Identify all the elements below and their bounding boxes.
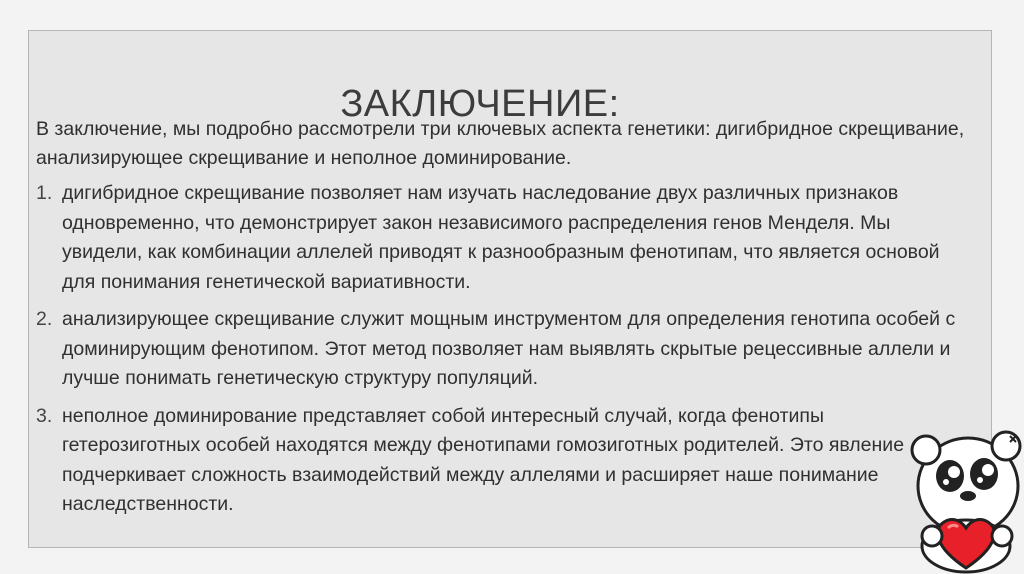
conclusion-list [36, 179, 966, 528]
list-item [36, 402, 966, 520]
list-number: 3. [36, 404, 53, 427]
list-item-text: дигибридное скрещивание позволяет нам изучать наследование двух различных признаков одновременно, что демонстрирует закон независимого распределения генов Менделя. Мы увидели, как комбинации аллелей приводят к разнообразным фенотипам, что является основой для понимания генетической вариативности. [62, 182, 940, 293]
intro-paragraph: В заключение, мы подробно рассмотрели три ключевых аспекта генетики: дигибридное скрещивание, анализирующее скрещивание и неполное доминирование. [36, 118, 965, 169]
list-item [36, 179, 966, 297]
slide-title: ЗАКЛЮЧЕНИЕ: [340, 83, 620, 125]
list-item [36, 305, 966, 394]
bear-with-heart-icon [906, 428, 1024, 574]
list-item-text: анализирующее скрещивание служит мощным инструментом для определения генотипа особей с доминирующим фенотипом. Этот метод позволяет нам выявлять скрытые рецессивные аллели и лучше понимать генетическую структуру популяций. [62, 308, 956, 389]
list-item-text: неполное доминирование представляет собой интересный случай, когда фенотипы гетерозиготных особей находятся между фенотипами гомозиготных родителей. Это явление подчеркивает сложность взаимодействий между аллелями и расширяет наше понимание наследственности. [62, 404, 905, 515]
list-number: 2. [36, 308, 53, 330]
slide [28, 30, 992, 548]
list-number: 1. [36, 182, 53, 204]
